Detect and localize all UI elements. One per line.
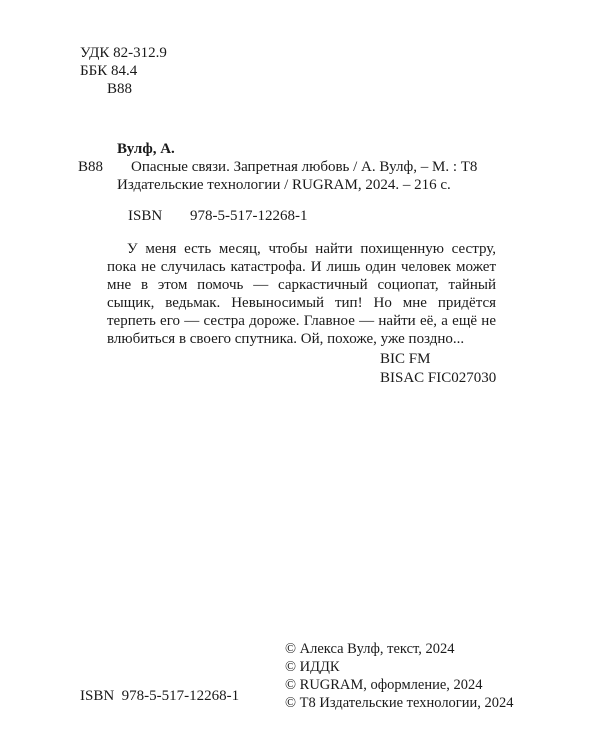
author-heading: Вулф, А. xyxy=(117,141,175,157)
bibliographic-line-2: Издательские технологии / RUGRAM, 2024. – 216 с. xyxy=(117,177,451,193)
udk-code: УДК 82-312.9 xyxy=(80,45,167,61)
copyright-line: © ИДДК xyxy=(285,659,340,675)
copyright-line: © Алекса Вулф, текст, 2024 xyxy=(285,641,455,657)
cutter-code: В88 xyxy=(107,81,133,97)
isbn-footer: ISBN 978-5-517-12268-1 xyxy=(80,688,240,704)
bic-code: BIC FM xyxy=(380,351,431,367)
isbn-label: ISBN xyxy=(128,208,163,224)
record-cutter-code: В88 xyxy=(78,159,104,175)
bbk-code: ББК 84.4 xyxy=(80,63,138,79)
book-annotation: У меня есть месяц, чтобы найти похищенную сестру, пока не случилась катастрофа. И лишь один человек может мне в этом помочь — саркастичный социопат, тайный сыщик, ведьмак. Невыносимый тип! Но мне придётся терпеть его — сестра дороже. Главное — найти её, а ещё не влюбиться в своего спутника. Ой, похоже, уже поздно... xyxy=(107,241,496,347)
copyright-line: © RUGRAM, оформление, 2024 xyxy=(285,677,483,693)
isbn-value: 978-5-517-12268-1 xyxy=(190,208,308,224)
copyright-line: © Т8 Издательские технологии, 2024 xyxy=(285,695,514,711)
bibliographic-line-1: Опасные связи. Запретная любовь / А. Вулф, – М. : Т8 xyxy=(131,159,478,175)
bisac-code: BISAC FIC027030 xyxy=(380,370,497,386)
